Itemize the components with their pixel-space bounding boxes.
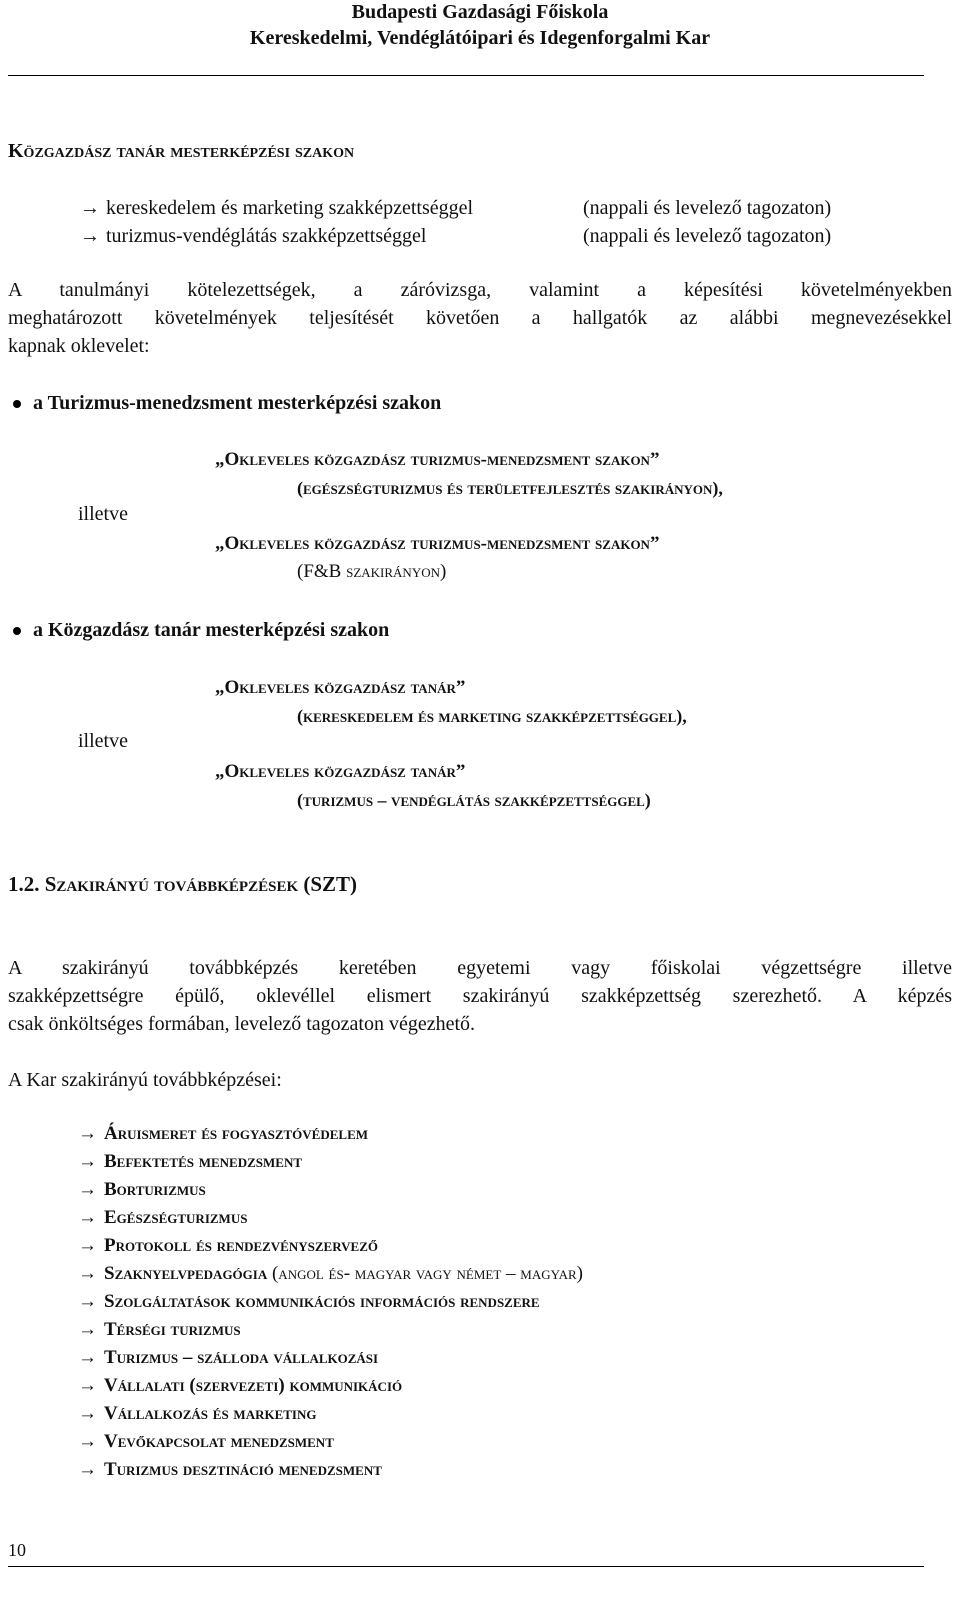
program-bullet: a Turizmus-menedzsment mesterképzési szakon	[33, 392, 442, 414]
list-item	[78, 1176, 206, 1204]
connector-illetve: illetve	[78, 730, 128, 752]
arrow-icon: →	[78, 1263, 97, 1284]
list-item	[78, 1344, 378, 1372]
course-name: Vállalati (szervezeti) kommunikáció	[104, 1375, 403, 1396]
course-name: Befektetés menedzsment	[104, 1151, 303, 1172]
section-heading-title: Szakirányú továbbképzések (SZT)	[44, 872, 358, 896]
specialization-row	[80, 194, 473, 222]
connector-illetve: illetve	[78, 503, 128, 525]
arrow-icon: →	[78, 1431, 97, 1452]
program-bullet: a Közgazdász tanár mesterképzési szakon	[33, 619, 390, 641]
list-intro: A Kar szakirányú továbbképzései:	[8, 1069, 282, 1091]
arrow-icon: →	[80, 225, 100, 247]
course-name: Turizmus desztináció menedzsment	[104, 1459, 382, 1480]
degree-title: „Okleveles közgazdász tanár”	[215, 761, 466, 782]
degree-detail: (kereskedelem és marketing szakképzettséggel),	[297, 706, 687, 726]
intro-line: A tanulmányi kötelezettségek, a záróvizsga, valamint a képesítési követelményekben	[8, 279, 952, 301]
intro-line: meghatározott követelmények teljesítését követően a hallgatók az alábbi megnevezésekkel	[8, 307, 952, 329]
list-item	[78, 1456, 382, 1484]
list-item	[78, 1260, 583, 1288]
degree-detail: (F&B szakirányon)	[297, 561, 447, 582]
specialization-mode: (nappali és levelező tagozaton)	[583, 225, 832, 247]
bullet-icon	[13, 400, 21, 408]
list-item	[78, 1232, 378, 1260]
intro-line: kapnak oklevelet:	[8, 335, 150, 357]
section-title: Közgazdász tanár mesterképzési szakon	[8, 140, 355, 162]
specialization-mode: (nappali és levelező tagozaton)	[583, 197, 832, 219]
arrow-icon: →	[78, 1459, 97, 1480]
course-name: Turizmus – szálloda vállalkozási	[104, 1347, 379, 1368]
course-name: Protokoll és rendezvényszervező	[104, 1235, 378, 1256]
list-item	[78, 1204, 247, 1232]
bullet-icon	[13, 627, 21, 635]
specialization-name: kereskedelem és marketing szakképzettséggel	[106, 197, 474, 219]
arrow-icon: →	[80, 197, 100, 219]
arrow-icon: →	[78, 1235, 97, 1256]
degree-detail: (egészségturizmus és területfejlesztés szakirányon),	[297, 478, 723, 498]
section-heading	[8, 872, 357, 897]
course-name: Térségi turizmus	[104, 1319, 241, 1340]
arrow-icon: →	[78, 1375, 97, 1396]
arrow-icon: →	[78, 1151, 97, 1172]
arrow-icon: →	[78, 1347, 97, 1368]
section-paragraph-line: szakképzettségre épülő, oklevéllel elismert szakirányú szakképzettség szerezhető. A képzés	[8, 985, 952, 1007]
course-name: Egészségturizmus	[104, 1207, 248, 1228]
degree-title: „Okleveles közgazdász turizmus-menedzsment szakon”	[215, 533, 660, 554]
section-paragraph-line: csak önköltséges formában, levelező tagozaton végezhető.	[8, 1013, 476, 1035]
list-item	[78, 1372, 402, 1400]
specialization-name: turizmus-vendéglátás szakképzettséggel	[106, 225, 427, 247]
course-name: Borturizmus	[104, 1179, 206, 1200]
page-number: 10	[8, 1540, 26, 1560]
list-item	[78, 1120, 368, 1148]
header-institution: Budapesti Gazdasági Főiskola	[351, 1, 609, 23]
header-faculty: Kereskedelmi, Vendéglátóipari és Idegenforgalmi Kar	[249, 27, 711, 49]
degree-title: „Okleveles közgazdász tanár”	[215, 677, 466, 698]
arrow-icon: →	[78, 1319, 97, 1340]
degree-title: „Okleveles közgazdász turizmus-menedzsment szakon”	[215, 449, 660, 470]
section-number: 1.2.	[8, 872, 40, 896]
section-paragraph-line: A szakirányú továbbképzés keretében egyetemi vagy főiskolai végzettségre illetve	[8, 957, 952, 979]
course-name: Vállalkozás és marketing	[104, 1403, 317, 1424]
degree-detail: (turizmus – vendéglátás szakképzettséggel)	[297, 790, 651, 810]
list-item	[78, 1288, 540, 1316]
footer-rule	[8, 1566, 924, 1567]
specialization-row	[80, 222, 426, 250]
list-item	[78, 1428, 334, 1456]
arrow-icon: →	[78, 1207, 97, 1228]
header-rule	[8, 75, 924, 76]
arrow-icon: →	[78, 1123, 97, 1144]
course-name: Szolgáltatások kommunikációs információs rendszere	[104, 1291, 540, 1312]
arrow-icon: →	[78, 1291, 97, 1312]
list-item	[78, 1148, 302, 1176]
course-name: Vevőkapcsolat menedzsment	[104, 1431, 334, 1452]
list-item	[78, 1316, 241, 1344]
arrow-icon: →	[78, 1179, 97, 1200]
list-item	[78, 1400, 316, 1428]
course-name: Áruismeret és fogyasztóvédelem	[104, 1123, 369, 1144]
course-note: (angol és- magyar vagy német – magyar)	[271, 1263, 583, 1284]
arrow-icon: →	[78, 1403, 97, 1424]
course-name: Szaknyelvpedagógia	[104, 1263, 268, 1284]
